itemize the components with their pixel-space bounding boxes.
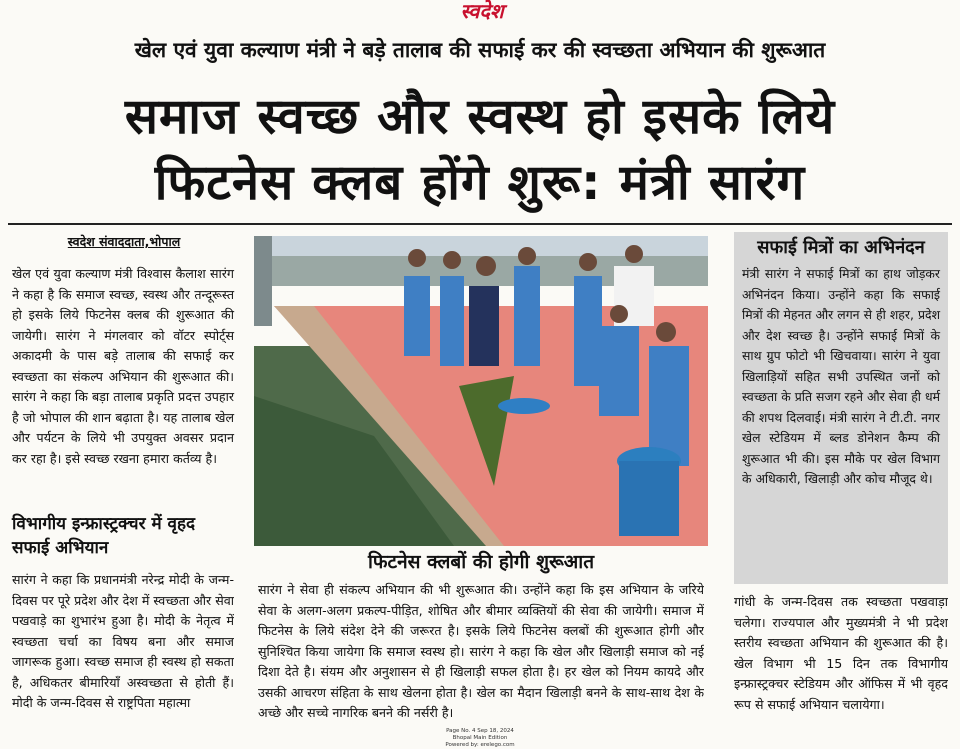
footer-powered-by: Powered by: erelego.com (445, 742, 515, 748)
photo-caption: फिटनेस क्लबों की होगी शुरूआत (367, 551, 595, 573)
left-para-2: सारंग ने कहा कि प्रधानमंत्री नरेन्द्र मोदी के जन्म-दिवस पर पूरे प्रदेश और देश में स्वच्छता और सेवा पखवाड़े का शुभारंभ हुआ है। मोदी के नेतृत्व में स्वच्छता चर्चा का विषय बना और समाज जागरूक हुआ। स्वच्छ समाज ही स्वस्थ हो सकता है, अधिकतर बीमारियाँ अस्वच्छता से होती हैं। मोदी के जन्म-दिवस से राष्ट्रपिता महात्मा (12, 572, 234, 710)
sidebar-box (734, 232, 948, 584)
headline-divider (8, 223, 952, 225)
sidebar-box-body: मंत्री सारंग ने सफाई मित्रों का हाथ जोड़कर अभिनंदन किया। उन्होंने कहा कि सफाई मित्रों की मेहनत और लगन से ही शहर, प्रदेश और देश स्वच्छ है। उन्होंने सफाई मित्रों के साथ ग्रुप फोटो भी खिचवाया। सारंग ने युवा खिलाड़ियों सहित सभी उपस्थित जनों को स्वच्छता के प्रति सजग रहने और सेवा ही धर्म की शपथ दिलवाई। मंत्री सारंग ने टी.टी. नगर खेल स्टेडियम में ब्लड डोनेशन कैम्प की शुरूआत भी की। इस मौके पर खेल विभाग के अधिकारी, खिलाड़ी और कोच मौजूद थे। (742, 266, 940, 486)
kicker-headline: खेल एवं युवा कल्याण मंत्री ने बड़े तालाब की सफाई कर की स्वच्छता अभियान की शुरूआत (134, 38, 826, 62)
page-footer (410, 728, 550, 749)
lake-cleanup-photo (254, 236, 708, 546)
center-body-text: सारंग ने सेवा ही संकल्प अभियान की भी शुरूआत की। उन्होंने कहा कि इस अभियान के जरिये सेवा के अलग-अलग प्रकल्प-पीड़ित, शोषित और बीमार व्यक्तियों की सेवा की जायेगी। समाज में फिटनेस के लिये संदेश देने की जरूरत है। इसके लिये फिटनेस क्लबों की शुरूआत होगी और सुनिश्चित किया जायेगा कि समाज स्वस्थ हो। सारंग ने कहा कि खेल और खिलाड़ी समाज को नई दिशा देते है। संयम और अनुशासन से ही खिलाड़ी सफल होता है। हर खेल को नियम कायदे और उसकी आचरण संहिता के साथ खेलना होता है। खेल का मैदान खिलाड़ी बनने के साथ-साथ देश के अच्छे और सच्चे नागरिक बनने की नर्सरी है। (258, 582, 704, 720)
main-headline-line1: समाज स्वच्छ और स्वस्थ हो इसके लिये (124, 88, 836, 145)
news-photo (254, 236, 708, 546)
left-subhead: विभागीय इन्फ्रास्ट्रक्चर में वृहद सफाई अभियान (12, 514, 196, 558)
footer-page-info: Page No. 4 Sep 18, 2024 (446, 728, 514, 734)
main-headline-line2: फिटनेस क्लब होंगे शुरू: मंत्री सारंग (154, 154, 806, 211)
byline: स्वदेश संवाददाता,भोपाल (67, 234, 181, 249)
sidebar-box-title: सफाई मित्रों का अभिनंदन (757, 237, 925, 258)
newspaper-logo: स्वदेश (460, 0, 504, 23)
footer-edition: Bhopal Main Edition (452, 735, 508, 741)
left-para-1: खेल एवं युवा कल्याण मंत्री विश्वास कैलाश सारंग ने कहा है कि समाज स्वच्छ, स्वस्थ और तन्दूरूस्त हो इसके लिये फिटनेस क्लब की शुरूआत की जायेगी। सारंग ने मंगलवार को वॉटर स्पोर्ट्स अकादमी के पास बड़े तालाब की सफाई कर स्वच्छता का संकल्प अभियान की शुरूआत की। सारंग ने कहा कि बड़ा तालाब प्रकृति प्रदत्त उपहार है जो भोपाल की शान बढ़ाता है। यह तालाब खेल और पर्यटन के लिये भी उपयुक्त अवसर प्रदान कर रहा है। इसे स्वच्छ रखना हमारा कर्तव्य है। (12, 266, 234, 466)
right-column-text: गांधी के जन्म-दिवस तक स्वच्छता पखवाड़ा चलेगा। राज्यपाल और मुख्यमंत्री ने भी प्रदेश स्तरीय स्वच्छता अभियान की शुरूआत की है। खेल विभाग भी 15 दिन तक विभागीय इन्फ्रास्ट्रक्चर स्टेडियम और ऑफिस में भी वृहद रूप से सफाई अभियान चलायेगा। (734, 594, 948, 712)
